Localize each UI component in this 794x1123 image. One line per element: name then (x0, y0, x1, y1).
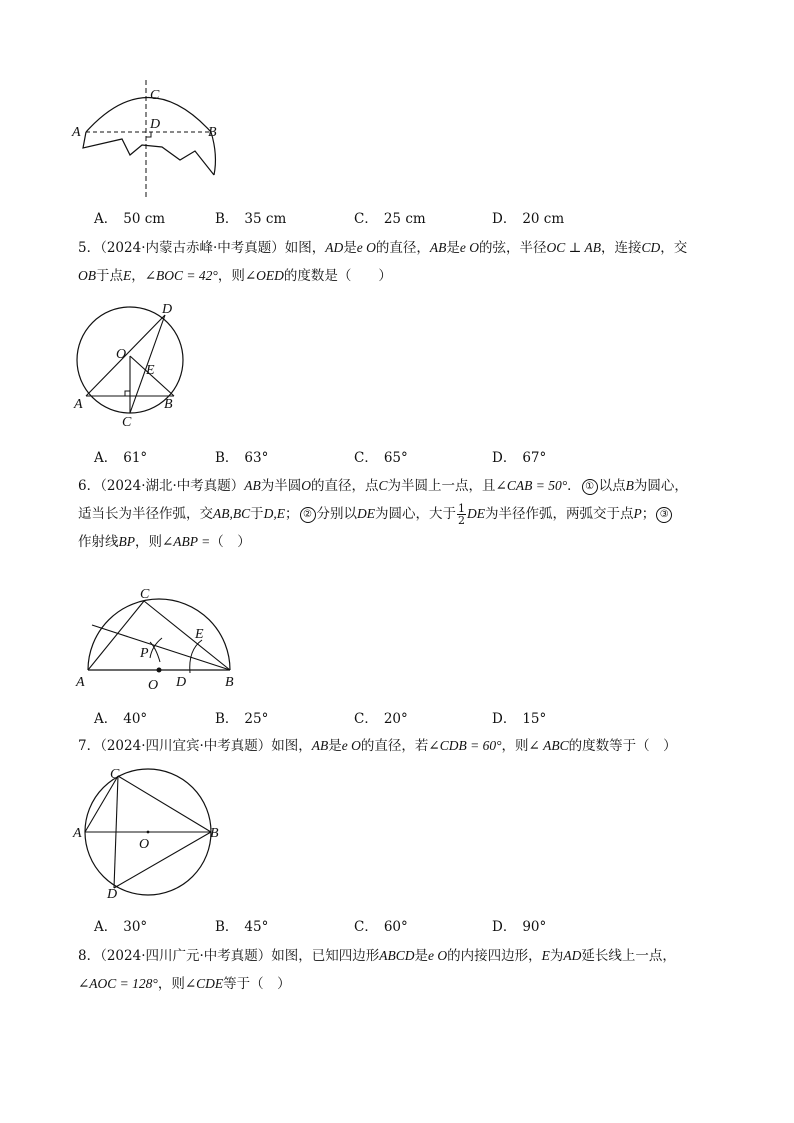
q4-figure (70, 75, 230, 205)
q7-label-b: B (210, 826, 219, 841)
q7-label-c: C (110, 767, 120, 782)
q7-label-a: A (73, 826, 82, 841)
q7-label-o: O (139, 837, 150, 852)
q5-label-e: E (146, 363, 155, 378)
q7-label-d: D (107, 887, 118, 901)
q4-options (94, 207, 734, 227)
q6-label-c: C (140, 587, 150, 602)
q7-option-a[interactable]: A． 30° (94, 919, 148, 935)
q4-option-b[interactable]: B． 35 cm (215, 211, 287, 227)
q4-label-c: C (150, 88, 160, 103)
q5-option-d[interactable]: D． 67° (492, 450, 547, 466)
q4-label-d: D (150, 117, 161, 132)
q6-label-a: A (76, 675, 85, 690)
q7-line-1: 7．（2024·四川宜宾·中考真题）如图，AB是e O的直径，若∠CDB = 60°，则∠ ABC的度数等于（ ） (78, 738, 677, 754)
q5-option-b[interactable]: B． 63° (215, 450, 269, 466)
q6-label-p: P (140, 646, 149, 661)
q8-line-2: ∠AOC = 128°，则∠CDE等于（ ） (78, 976, 291, 992)
q7-option-d[interactable]: D． 90° (492, 919, 547, 935)
q6-option-b[interactable]: B． 25° (215, 711, 269, 727)
q8-line-1: 8．（2024·四川广元·中考真题）如图，已知四边形ABCD是e O的内接四边形，E为AD延长线上一点， (78, 948, 676, 964)
q7-option-c[interactable]: C． 60° (354, 919, 408, 935)
q7-options (94, 915, 734, 935)
q7-option-b[interactable]: B． 45° (215, 919, 269, 935)
q6-label-o: O (148, 678, 159, 692)
q5-label-o: O (116, 347, 127, 362)
q6-options (94, 707, 734, 727)
q6-option-d[interactable]: D． 15° (492, 711, 547, 727)
q4-option-d[interactable]: D． 20 cm (492, 211, 565, 227)
question-6 (78, 472, 728, 556)
q6-figure (70, 582, 250, 692)
q5-line-1: 5．（2024·内蒙古赤峰·中考真题）如图，AD是e O的直径，AB是e O的弦，半径OC ⊥ AB，连接CD，交 (78, 240, 688, 256)
q4-label-a: A (72, 125, 81, 140)
q6-option-c[interactable]: C． 20° (354, 711, 408, 727)
q5-option-a[interactable]: A． 61° (94, 450, 148, 466)
q5-label-b: B (164, 397, 173, 412)
question-5 (78, 234, 728, 290)
q5-figure (70, 300, 200, 430)
q4-option-a[interactable]: A． 50 cm (94, 211, 166, 227)
q5-options (94, 446, 734, 466)
q6-label-d: D (176, 675, 187, 690)
q5-label-c: C (122, 415, 132, 430)
q6-line-3: 作射线BP，则∠ABP =（ ） (78, 534, 251, 550)
question-7 (78, 732, 728, 760)
q6-label-e: E (195, 627, 204, 642)
q6-label-b: B (225, 675, 234, 690)
q5-line-2: OB于点E，∠BOC = 42°，则∠OED的度数是（ ） (78, 268, 392, 284)
question-8 (78, 942, 728, 998)
q5-option-c[interactable]: C． 65° (354, 450, 408, 466)
q7-figure (70, 766, 230, 901)
q6-fraction: $\frac{1}{2}$ (458, 502, 465, 527)
q6-option-a[interactable]: A． 40° (94, 711, 148, 727)
q4-option-c[interactable]: C． 25 cm (354, 211, 426, 227)
q5-label-a: A (74, 397, 83, 412)
q5-label-d: D (162, 302, 173, 317)
q6-line-1: 6．（2024·湖北·中考真题）AB为半圆O的直径，点C为半圆上一点，且∠CAB = 50°． ① 以点B为圆心， (78, 478, 688, 494)
q6-line-2: 适当长为半径作弧，交AB,BC于D,E； ② 分别以DE为圆心，大于 $\frac{1}{2}$ DE为半径作弧，两弧交于点P； ③ (78, 500, 728, 528)
q4-label-b: B (208, 125, 217, 140)
